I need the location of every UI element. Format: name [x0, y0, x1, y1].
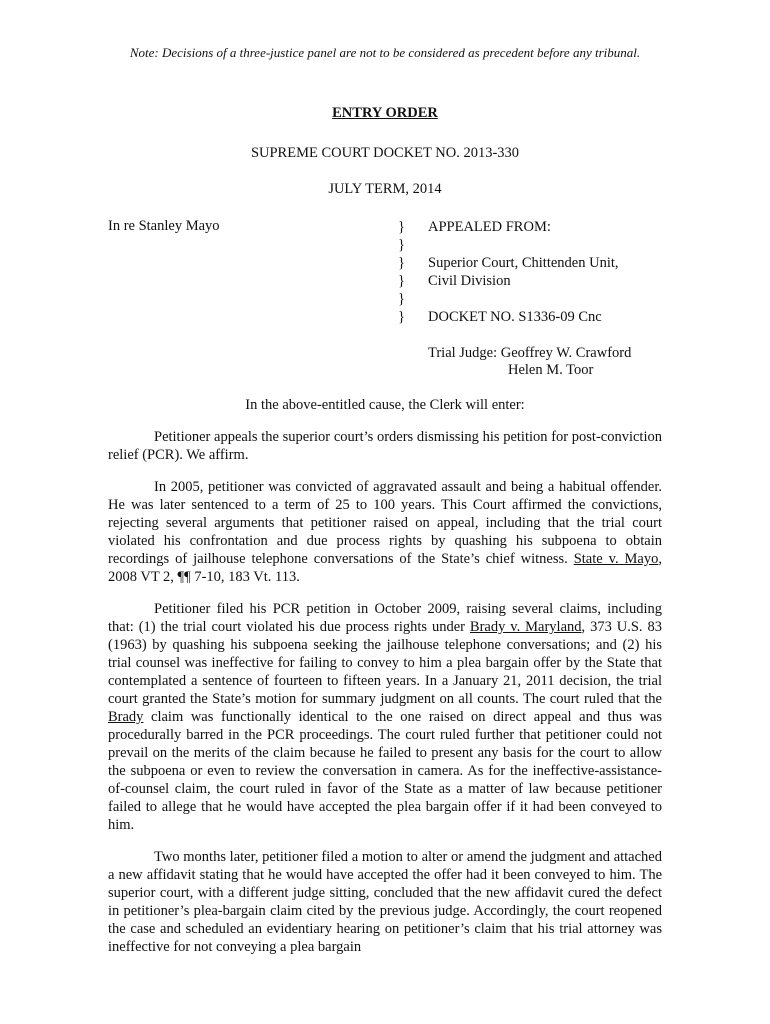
brace: }: [398, 273, 405, 289]
court-name-line1: Superior Court, Chittenden Unit,: [428, 255, 619, 271]
brace: }: [398, 255, 405, 271]
brace: }: [398, 237, 405, 253]
trial-judge-line1: Trial Judge: Geoffrey W. Crawford: [428, 345, 632, 361]
brace: }: [398, 291, 405, 307]
entry-order-title: ENTRY ORDER: [332, 105, 438, 121]
trial-judge-line2: Helen M. Toor: [508, 362, 594, 378]
case-citation-brady: Brady: [108, 709, 144, 725]
paragraph-2: [108, 478, 662, 586]
brace: }: [398, 219, 405, 235]
court-name-line2: Civil Division: [428, 273, 511, 289]
paragraph-3-text-mid: , 373 U.S. 83 (1963) by quashing his subpoena seeking the jailhouse telephone conversations; and (2) his trial counsel was ineffective for failing to convey to him a plea bargain offer by the State that contemplated a sentence of fourteen to fifteen years. In a January 21, 2011 decision, the trial court granted the State’s motion for summary judgment on all counts. The court ruled that the: [108, 619, 662, 707]
case-party: In re Stanley Mayo: [108, 218, 220, 234]
caption-braces: [398, 218, 405, 326]
clerk-line: In the above-entitled cause, the Clerk will enter:: [245, 397, 525, 413]
order-body: [108, 428, 662, 970]
supreme-court-docket: SUPREME COURT DOCKET NO. 2013-330: [250, 145, 520, 161]
paragraph-4: Two months later, petitioner filed a motion to alter or amend the judgment and attached a new affidavit stating that he would have accepted the offer had it been conveyed to him. The superior court, with a different judge sitting, concluded that the new affidavit cured the defect in petitioner’s plea-bargain claim cited by the previous judge. Accordingly, the court reopened the case and scheduled an evidentiary hearing on petitioner’s claim that his trial attorney was ineffective for not conveying a plea bargain: [108, 849, 662, 955]
paragraph-3: [108, 600, 662, 834]
paragraph-3-text: Petitioner filed his PCR petition in October 2009, raising several claims, including that: (1) the trial court violated his due process rights under: [108, 601, 662, 635]
paragraph-1: Petitioner appeals the superior court’s orders dismissing his petition for post-conviction relief (PCR). We affirm.: [108, 429, 662, 463]
paragraph-3-text-end: claim was functionally identical to the one raised on direct appeal and thus was procedurally barred in the PCR proceedings. The court ruled further that petitioner could not prevail on the merits of the claim because he failed to present any basis for the court to allow the subpoena or even to review the conversation in camera. As for the ineffective-assistance-of-counsel claim, the court ruled in favor of the State as a matter of law because petitioner failed to allege that he would have accepted the plea bargain offer if it had been conveyed to him.: [108, 709, 662, 833]
appealed-from-label: APPEALED FROM:: [428, 219, 551, 235]
case-citation-state-v-mayo: State v. Mayo: [573, 551, 659, 567]
brace: }: [398, 309, 405, 325]
trial-docket-number: DOCKET NO. S1336-09 Cnc: [428, 309, 602, 325]
precedent-note: Note: Decisions of a three-justice panel are not to be considered as precedent before any tribunal.: [129, 45, 641, 60]
paragraph-2-text: In 2005, petitioner was convicted of aggravated assault and being a habitual offender. He was later sentenced to a term of 25 to 100 years. This Court affirmed the convictions, rejecting several arguments that petitioner raised on appeal, including that the trial court violated his confrontation and due process rights by quashing his subpoena to obtain recordings of jailhouse telephone conversations of the State’s chief witness.: [108, 479, 662, 567]
term-line: JULY TERM, 2014: [328, 181, 442, 197]
case-citation-brady-v-maryland: Brady v. Maryland: [469, 619, 582, 635]
paragraph-2-text-end: , 2008 VT 2, ¶¶ 7-10, 183 Vt. 113.: [108, 551, 662, 585]
